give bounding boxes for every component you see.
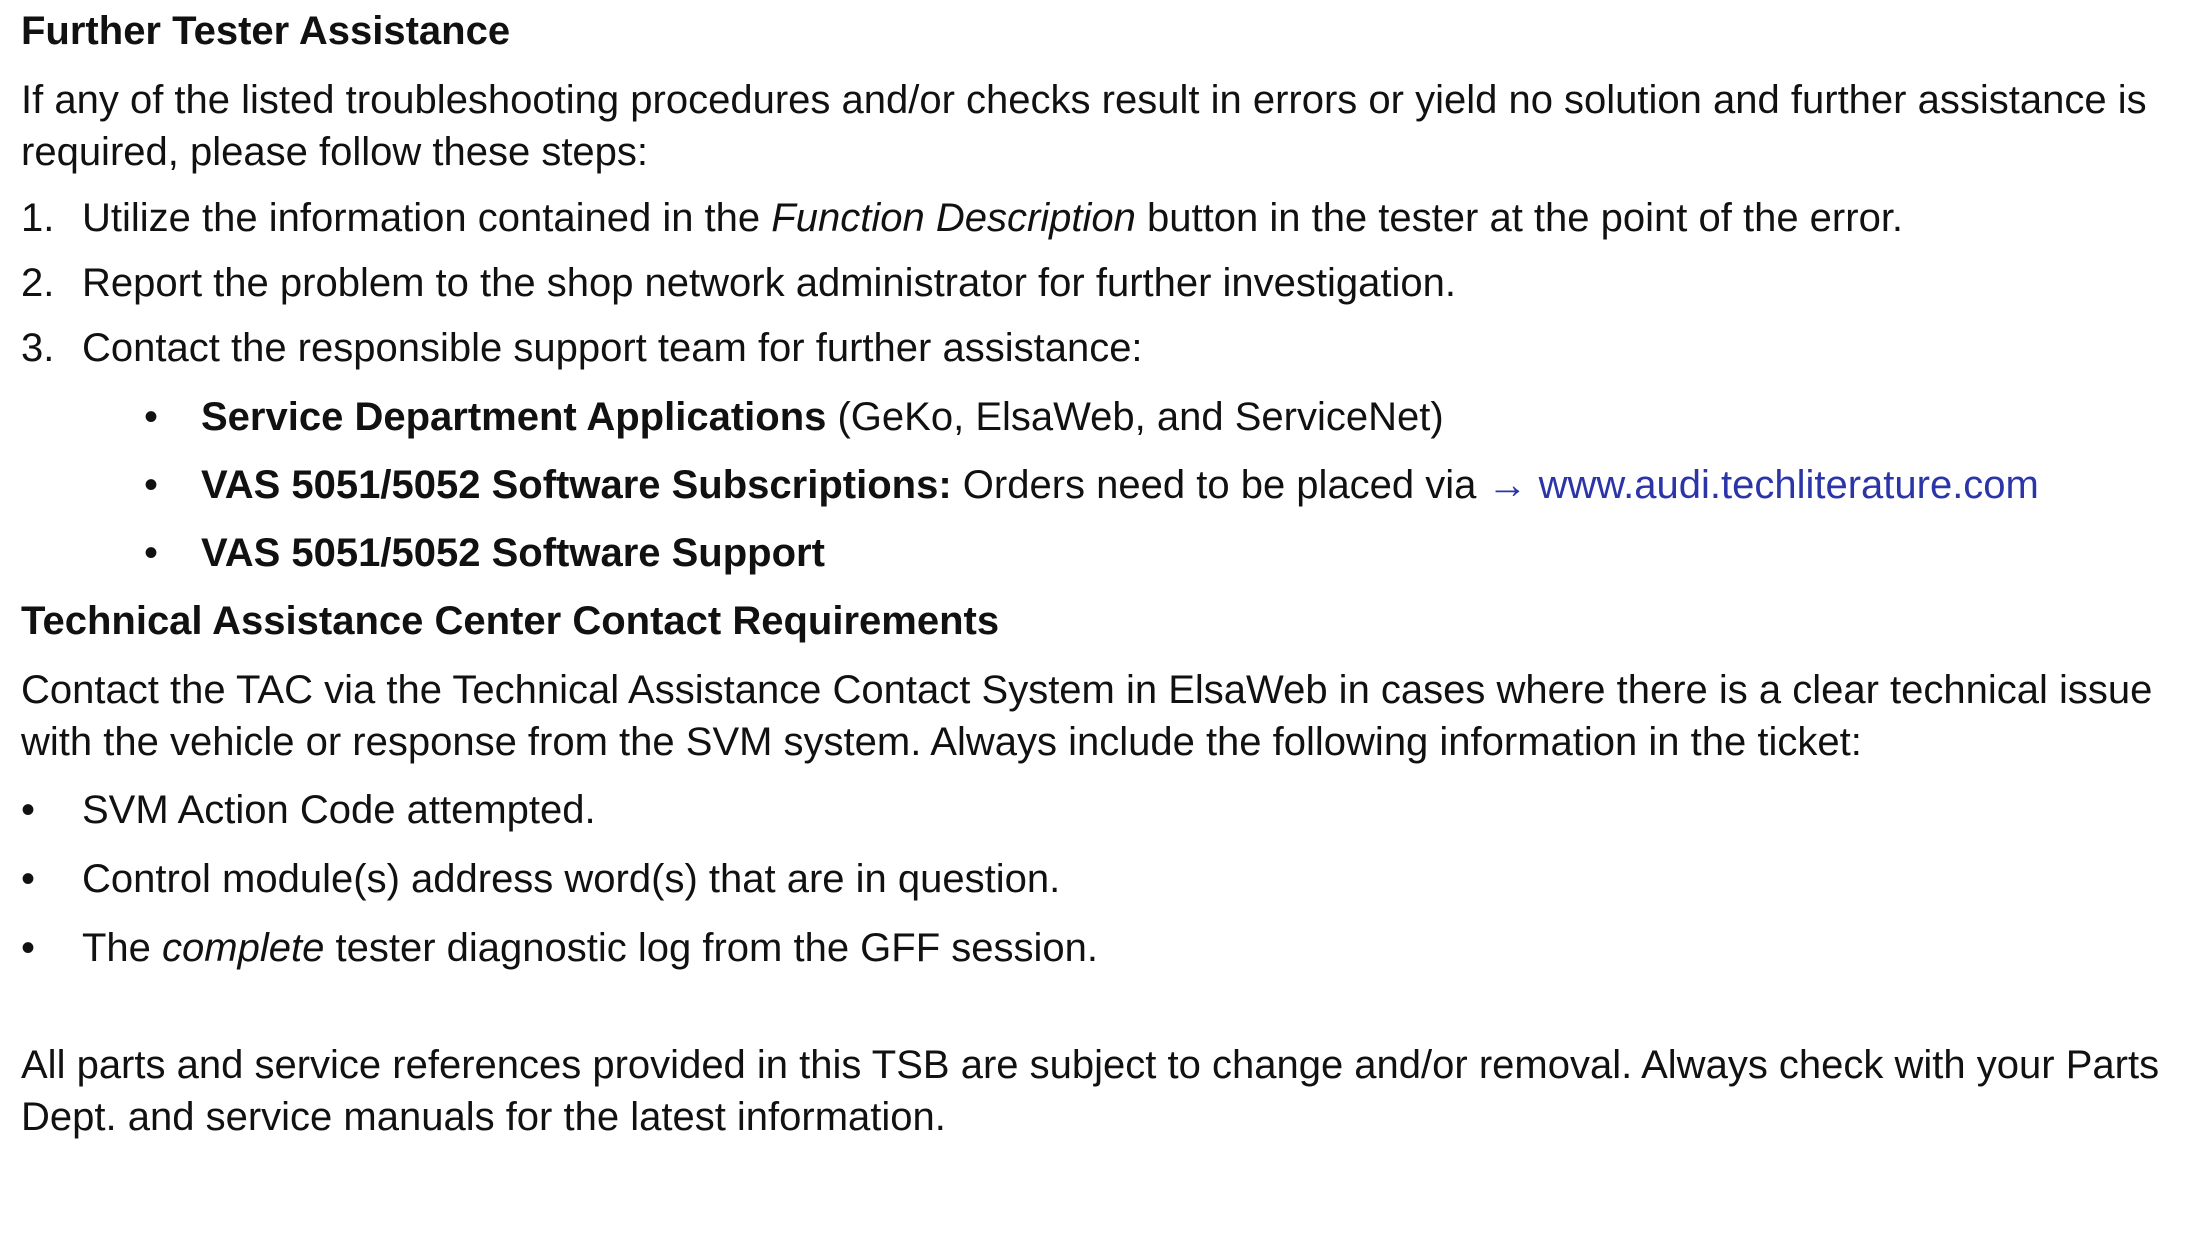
step-item-3 <box>21 322 2191 579</box>
step-number: 3. <box>21 326 55 370</box>
list-item-text-before: The <box>82 926 163 970</box>
bullet-icon: • <box>144 463 159 507</box>
support-team-item <box>82 527 2191 579</box>
list-item <box>21 853 2191 905</box>
step-item-1 <box>21 192 2191 244</box>
support-team-item <box>82 391 2191 443</box>
support-team-name: VAS 5051/5052 Software Support <box>201 531 825 575</box>
support-team-name: VAS 5051/5052 Software Subscriptions: <box>201 463 952 507</box>
list-item <box>21 922 2191 974</box>
list-item <box>21 784 2191 836</box>
steps-list <box>21 192 2191 579</box>
step-text-before: Utilize the information contained in the <box>82 196 772 240</box>
support-team-detail: (GeKo, ElsaWeb, and ServiceNet) <box>826 395 1444 439</box>
list-item-text-after: tester diagnostic log from the GFF session. <box>324 926 1099 970</box>
step-number: 1. <box>21 196 55 240</box>
disclaimer-paragraph: All parts and service references provided in this TSB are subject to change and/or removal. Always check with your Parts Dept. and service manuals for the latest information. <box>21 1043 2160 1139</box>
tac-requirements-list <box>21 784 2191 974</box>
support-teams-list <box>82 391 2191 579</box>
complete-emphasis: complete <box>162 926 325 970</box>
step-number: 2. <box>21 261 55 305</box>
support-team-item <box>82 459 2191 511</box>
tac-paragraph: Contact the TAC via the Technical Assistance Contact System in ElsaWeb in cases where there is a clear technical issue with the vehicle or response from the SVM system. Always include the following information in the ticket: <box>21 668 2153 764</box>
bullet-icon: • <box>21 857 36 901</box>
step-item-2 <box>21 257 2191 309</box>
techliterature-link[interactable]: → www.audi.techliterature.com <box>1487 463 2039 507</box>
list-item-text: SVM Action Code attempted. <box>82 788 596 832</box>
step-text-after: button in the tester at the point of the error. <box>1135 196 1904 240</box>
intro-paragraph: If any of the listed troubleshooting procedures and/or checks result in errors or yield no solution and further assistance is required, please follow these steps: <box>21 78 2147 174</box>
bullet-icon: • <box>21 926 36 970</box>
list-item-text: Control module(s) address word(s) that are in question. <box>82 857 1061 901</box>
section-heading-further-tester-assistance: Further Tester Assistance <box>21 9 511 53</box>
section-heading-tac-requirements: Technical Assistance Center Contact Requirements <box>21 599 1000 643</box>
step-text: Report the problem to the shop network administrator for further investigation. <box>82 261 1457 305</box>
support-team-detail: Orders need to be placed via <box>951 463 1488 507</box>
bullet-icon: • <box>21 788 36 832</box>
bullet-icon: • <box>144 531 159 575</box>
function-description-term: Function Description <box>771 196 1136 240</box>
step-text: Contact the responsible support team for further assistance: <box>82 326 1143 370</box>
support-team-name: Service Department Applications <box>201 395 827 439</box>
bullet-icon: • <box>144 395 159 439</box>
